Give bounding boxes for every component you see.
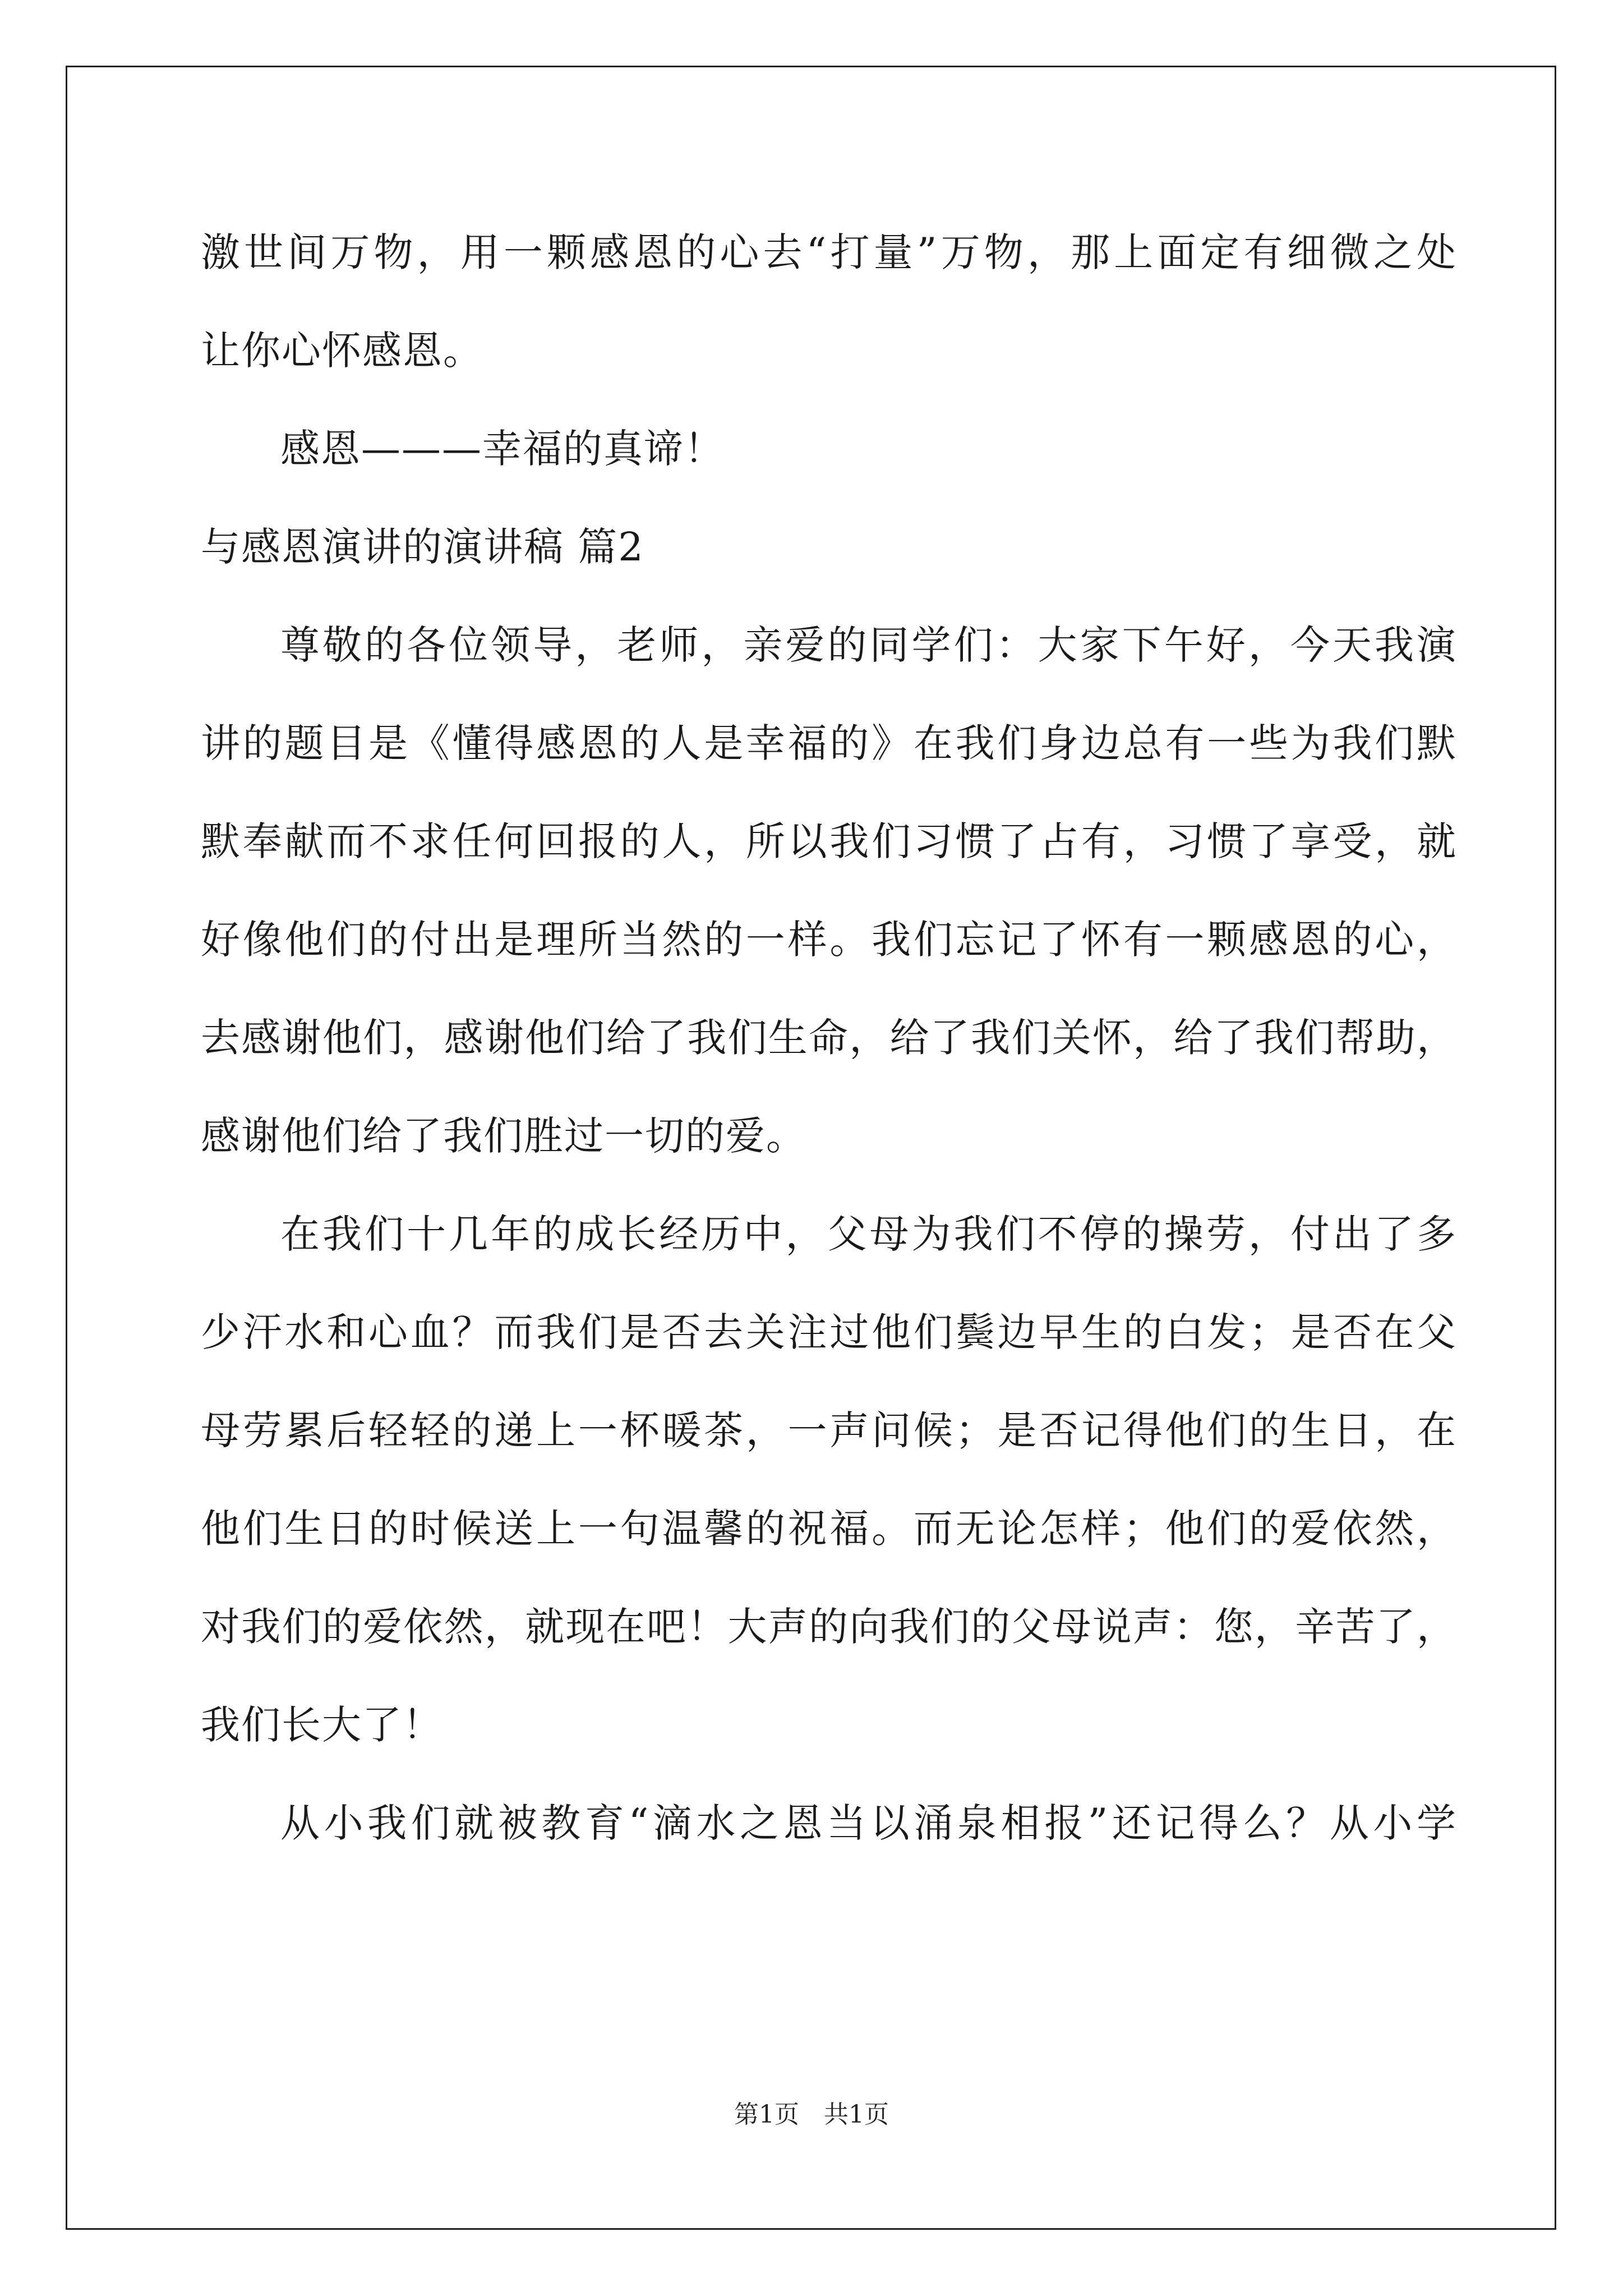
text-line: 他们生日的时候送上一句温馨的祝福。而无论怎样；他们的爱依然， [201, 1506, 1457, 1552]
text-line: 在我们十几年的成长经历中，父母为我们不停的操劳，付出了多 [280, 1211, 1457, 1257]
text-line: 母劳累后轻轻的递上一杯暖茶，一声问候；是否记得他们的生日，在 [201, 1407, 1457, 1453]
text-line: 少汗水和心血？而我们是否去关注过他们鬓边早生的白发；是否在父 [201, 1309, 1457, 1355]
text-line: 从小我们就被教育“滴水之恩当以涌泉相报”还记得么？从小学 [280, 1800, 1457, 1846]
text-line: 让你心怀感恩。 [201, 328, 483, 374]
text-line: 感恩———幸福的真谛！ [280, 426, 725, 472]
text-line: 尊敬的各位领导，老师，亲爱的同学们：大家下午好，今天我演 [280, 622, 1457, 668]
text-line: 讲的题目是《懂得感恩的人是幸福的》在我们身边总有一些为我们默 [201, 720, 1457, 766]
text-line: 激世间万物，用一颗感恩的心去“打量”万物，那上面定有细微之处 [201, 229, 1457, 275]
text-line: 对我们的爱依然，就现在吧！大声的向我们的父母说声：您，辛苦了， [201, 1604, 1457, 1650]
text-line: 去感谢他们，感谢他们给了我们生命，给了我们关怀，给了我们帮助， [201, 1015, 1457, 1061]
section-heading: 与感恩演讲的演讲稿 篇2 [201, 524, 644, 570]
text-line: 感谢他们给了我们胜过一切的爱。 [201, 1113, 806, 1159]
text-line: 我们长大了！ [201, 1702, 443, 1748]
text-line: 默奉献而不求任何回报的人，所以我们习惯了占有，习惯了享受，就 [201, 818, 1457, 864]
text-line: 好像他们的付出是理所当然的一样。我们忘记了怀有一颗感恩的心， [201, 917, 1457, 963]
page-footer: 第1页 共1页 [734, 2100, 889, 2129]
